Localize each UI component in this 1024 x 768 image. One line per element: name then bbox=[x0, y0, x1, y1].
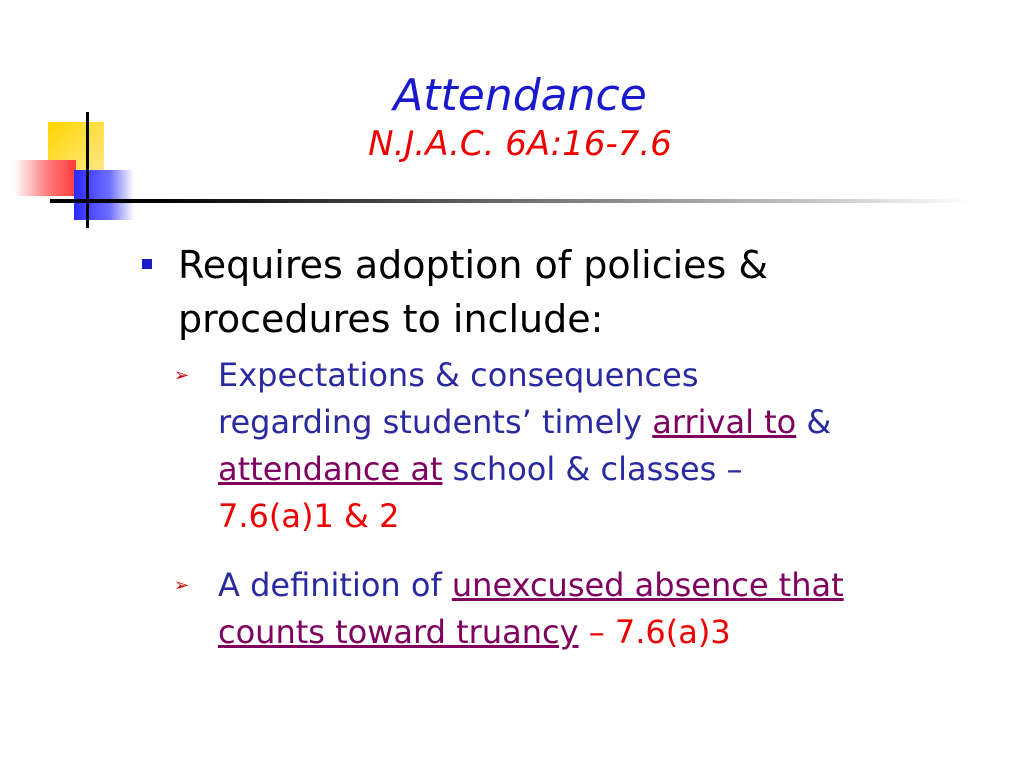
arrow-bullet-icon: ➢ bbox=[174, 575, 190, 596]
text-segment: & bbox=[796, 403, 832, 441]
sub-bullet-2-line2 bbox=[218, 609, 844, 656]
bullet-level1-line1: Requires adoption of policies & bbox=[178, 243, 769, 287]
red-square-decoration bbox=[14, 160, 76, 196]
bullet-level1-text bbox=[178, 238, 768, 346]
sub-bullet-2-text bbox=[218, 562, 844, 656]
counts-toward-truancy-link[interactable]: counts toward truancy bbox=[218, 613, 579, 651]
bullet-level1-line2: procedures to include: bbox=[178, 297, 604, 341]
text-segment: school & classes – bbox=[442, 450, 743, 488]
blue-square-decoration bbox=[74, 170, 134, 220]
reference-7-6-a-3: 7.6(a)3 bbox=[614, 613, 731, 651]
spacer bbox=[140, 540, 920, 562]
title-divider bbox=[50, 199, 970, 203]
arrow-bullet-icon: ➢ bbox=[174, 365, 190, 386]
vertical-rule bbox=[86, 112, 89, 228]
unexcused-absence-link[interactable]: unexcused absence that bbox=[451, 566, 844, 604]
slide-title bbox=[260, 70, 780, 166]
text-segment: A definition of bbox=[218, 566, 452, 604]
square-bullet-icon bbox=[142, 259, 152, 269]
sub-bullet-2-line1 bbox=[218, 562, 844, 609]
sub-bullet-1-text bbox=[218, 352, 831, 540]
reference-7-6-a-1-2: 7.6(a)1 & 2 bbox=[218, 497, 400, 535]
corner-decoration bbox=[0, 0, 180, 240]
text-segment: regarding students’ timely bbox=[218, 403, 653, 441]
title-subtitle: N.J.A.C. 6A:16-7.6 bbox=[368, 124, 672, 164]
sub-bullet-1-line3 bbox=[218, 446, 831, 493]
sub-bullet-1-line2 bbox=[218, 399, 831, 446]
bullet-level1 bbox=[140, 238, 920, 346]
sub-bullet-1 bbox=[172, 352, 920, 540]
dash-separator: – bbox=[578, 613, 615, 651]
sub-bullet-1-line1: Expectations & consequences bbox=[218, 356, 699, 394]
attendance-at-link[interactable]: attendance at bbox=[218, 450, 443, 488]
title-main: Attendance bbox=[393, 70, 647, 121]
sub-bullet-2 bbox=[172, 562, 920, 656]
arrival-to-link[interactable]: arrival to bbox=[652, 403, 797, 441]
slide-content bbox=[140, 238, 920, 656]
